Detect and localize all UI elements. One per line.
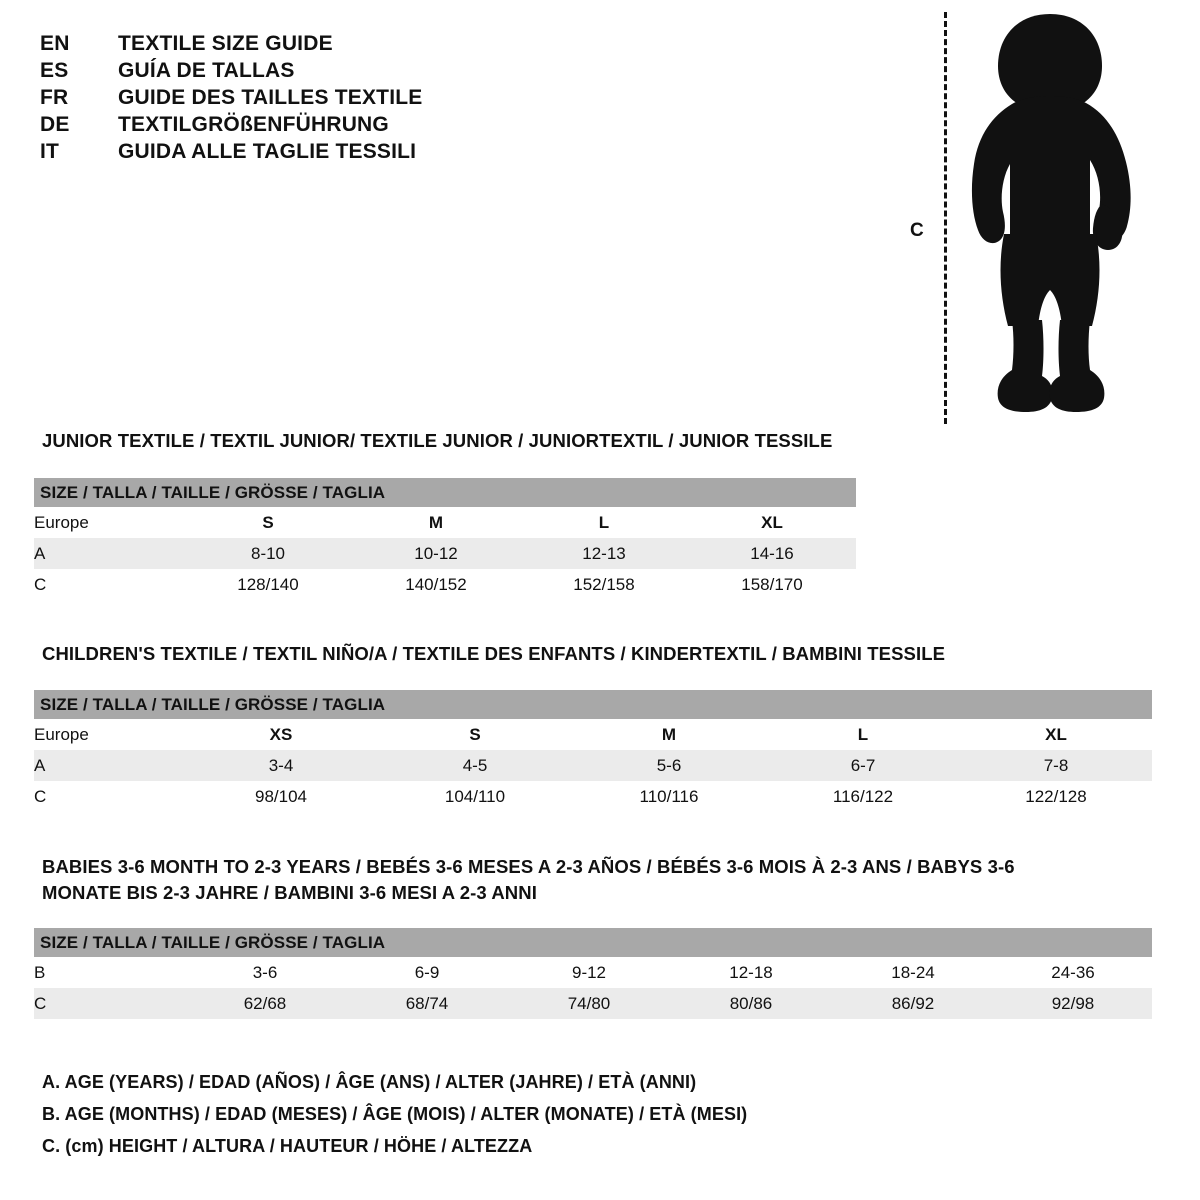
cell-value: S	[184, 507, 352, 538]
cell-value: 3-6	[184, 957, 346, 988]
cell-value: L	[766, 719, 960, 750]
row-label: B	[34, 957, 184, 988]
cell-value: 9-12	[508, 957, 670, 988]
row-label: Europe	[34, 719, 184, 750]
cell-value: 140/152	[352, 569, 520, 600]
language-row	[40, 59, 560, 83]
legend-row-age-months: B. AGE (MONTHS) / EDAD (MESES) / ÂGE (MOIS) / ALTER (MONATE) / ETÀ (MESI)	[42, 1104, 748, 1124]
cell-value: 62/68	[184, 988, 346, 1019]
cell-value: M	[352, 507, 520, 538]
cell-value: XL	[960, 719, 1152, 750]
height-marker-label: C	[910, 220, 924, 241]
cell-value: XL	[688, 507, 856, 538]
table-row	[34, 719, 1152, 750]
section-title-children: CHILDREN'S TEXTILE / TEXTIL NIÑO/A / TEXTILE DES ENFANTS / KINDERTEXTIL / BAMBINI TESSILE	[42, 643, 946, 664]
cell-value: 6-7	[766, 750, 960, 781]
legend-row-age-years: A. AGE (YEARS) / EDAD (AÑOS) / ÂGE (ANS) / ALTER (JAHRE) / ETÀ (ANNI)	[42, 1072, 697, 1092]
language-code: EN	[40, 32, 70, 55]
cell-value: 12-13	[520, 538, 688, 569]
table-row	[34, 988, 1152, 1019]
language-row	[40, 140, 560, 164]
language-title: GUIDE DES TAILLES TEXTILE	[118, 86, 423, 109]
cell-value: 152/158	[520, 569, 688, 600]
row-label: Europe	[34, 507, 184, 538]
cell-value: 6-9	[346, 957, 508, 988]
table-header-label: SIZE / TALLA / TAILLE / GRÖSSE / TAGLIA	[34, 690, 1152, 719]
table-row	[34, 781, 1152, 812]
language-code: FR	[40, 86, 69, 109]
row-label: C	[34, 988, 184, 1019]
table-header-label: SIZE / TALLA / TAILLE / GRÖSSE / TAGLIA	[34, 478, 856, 507]
language-title-block	[40, 32, 560, 167]
cell-value: M	[572, 719, 766, 750]
cell-value: 128/140	[184, 569, 352, 600]
language-code: IT	[40, 140, 60, 163]
section-title-junior: JUNIOR TEXTILE / TEXTIL JUNIOR/ TEXTILE JUNIOR / JUNIORTEXTIL / JUNIOR TESSILE	[42, 430, 833, 451]
cell-value: S	[378, 719, 572, 750]
table-header-row	[34, 690, 1152, 719]
cell-value: 116/122	[766, 781, 960, 812]
cell-value: 110/116	[572, 781, 766, 812]
row-label: A	[34, 750, 184, 781]
table-header-row	[34, 928, 1152, 957]
cell-value: 74/80	[508, 988, 670, 1019]
cell-value: 5-6	[572, 750, 766, 781]
language-title: TEXTILGRÖßENFÜHRUNG	[118, 113, 389, 136]
cell-value: 24-36	[994, 957, 1152, 988]
language-code: DE	[40, 113, 70, 136]
language-code: ES	[40, 59, 69, 82]
cell-value: 80/86	[670, 988, 832, 1019]
table-row	[34, 957, 1152, 988]
cell-value: XS	[184, 719, 378, 750]
table-row	[34, 538, 856, 569]
cell-value: 7-8	[960, 750, 1152, 781]
language-title: TEXTILE SIZE GUIDE	[118, 32, 333, 55]
language-title: GUÍA DE TALLAS	[118, 59, 295, 82]
table-row	[34, 750, 1152, 781]
cell-value: 92/98	[994, 988, 1152, 1019]
table-children	[34, 690, 1152, 812]
toddler-silhouette-icon	[952, 8, 1148, 424]
cell-value: 68/74	[346, 988, 508, 1019]
cell-value: 12-18	[670, 957, 832, 988]
cell-value: 3-4	[184, 750, 378, 781]
section-title-babies: BABIES 3-6 MONTH TO 2-3 YEARS / BEBÉS 3-6 MESES A 2-3 AÑOS / BÉBÉS 3-6 MOIS À 2-3 ANS / BABYS 3-6 MONATE BIS 2-3 JAHRE / BAMBINI 3-6 MESI A 2-3 ANNI	[42, 856, 1015, 904]
legend-row-height: C. (cm) HEIGHT / ALTURA / HAUTEUR / HÖHE / ALTEZZA	[42, 1136, 533, 1156]
cell-value: 8-10	[184, 538, 352, 569]
row-label: C	[34, 569, 184, 600]
table-header-row	[34, 478, 856, 507]
cell-value: 86/92	[832, 988, 994, 1019]
legend-block	[42, 1072, 1042, 1168]
cell-value: 18-24	[832, 957, 994, 988]
table-babies	[34, 928, 1152, 1019]
cell-value: L	[520, 507, 688, 538]
height-dashed-line	[944, 12, 947, 424]
height-figure	[900, 8, 1150, 428]
table-junior	[34, 478, 856, 600]
cell-value: 14-16	[688, 538, 856, 569]
cell-value: 4-5	[378, 750, 572, 781]
cell-value: 10-12	[352, 538, 520, 569]
language-row	[40, 86, 560, 110]
language-title: GUIDA ALLE TAGLIE TESSILI	[118, 140, 417, 163]
cell-value: 158/170	[688, 569, 856, 600]
table-row	[34, 507, 856, 538]
table-header-label: SIZE / TALLA / TAILLE / GRÖSSE / TAGLIA	[34, 928, 1152, 957]
row-label: C	[34, 781, 184, 812]
row-label: A	[34, 538, 184, 569]
table-row	[34, 569, 856, 600]
cell-value: 98/104	[184, 781, 378, 812]
cell-value: 104/110	[378, 781, 572, 812]
language-row	[40, 113, 560, 137]
cell-value: 122/128	[960, 781, 1152, 812]
language-row	[40, 32, 560, 56]
